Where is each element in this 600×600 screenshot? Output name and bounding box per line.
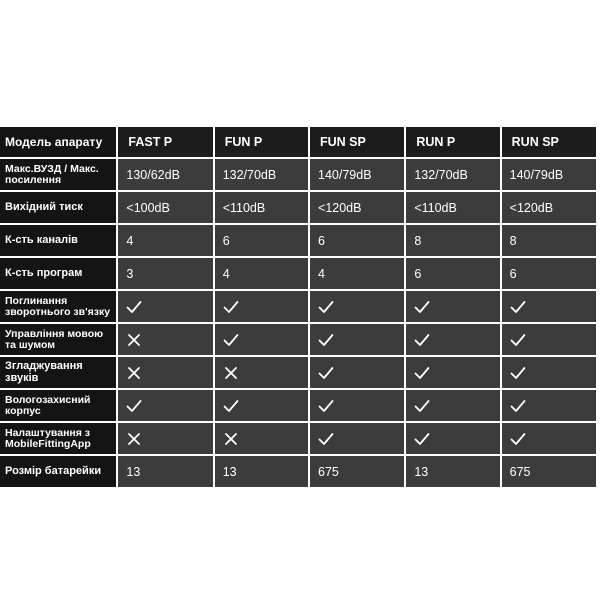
check-icon [510, 432, 526, 446]
table-cell: <100dB [118, 192, 212, 223]
table-cell: 4 [310, 258, 404, 289]
table-cell: 4 [215, 258, 308, 289]
column-header-fun-sp: FUN SP [310, 127, 404, 157]
header-row [0, 127, 596, 157]
table-cell [502, 423, 596, 454]
row-label: Управління мовою та шумом [0, 324, 116, 355]
check-icon [414, 432, 430, 446]
row-label: Вихідний тиск [0, 192, 116, 223]
check-icon [223, 333, 239, 347]
table-cell [502, 324, 596, 355]
check-icon [510, 300, 526, 314]
spec-comparison-table [0, 125, 598, 489]
row-label: К-сть програм [0, 258, 116, 289]
check-icon [318, 366, 334, 380]
table-cell: 13 [118, 456, 212, 487]
table-cell [502, 390, 596, 421]
check-icon [318, 432, 334, 446]
check-icon [223, 399, 239, 413]
table-cell: 675 [310, 456, 404, 487]
table-row [0, 423, 596, 454]
check-icon [318, 333, 334, 347]
check-icon [414, 366, 430, 380]
row-label: Розмір батарейки [0, 456, 116, 487]
table-row [0, 159, 596, 190]
table-row [0, 390, 596, 421]
table-cell [310, 324, 404, 355]
table-cell [118, 357, 212, 388]
table-cell [118, 390, 212, 421]
table-row [0, 192, 596, 223]
table-cell: 13 [406, 456, 499, 487]
table-cell [406, 357, 499, 388]
table-cell [118, 423, 212, 454]
table-cell: <110dB [406, 192, 499, 223]
table-cell: 675 [502, 456, 596, 487]
table-cell: 140/79dB [310, 159, 404, 190]
table-cell: 8 [502, 225, 596, 256]
row-label: Поглинання зворотнього зв'язку [0, 291, 116, 322]
check-icon [510, 399, 526, 413]
table-cell: <110dB [215, 192, 308, 223]
column-header-run-sp: RUN SP [502, 127, 596, 157]
table-cell: <120dB [310, 192, 404, 223]
column-header-fun-p: FUN P [215, 127, 308, 157]
table-cell [406, 423, 499, 454]
table-cell: 8 [406, 225, 499, 256]
table-row [0, 456, 596, 487]
table-cell: 6 [310, 225, 404, 256]
table-cell [310, 357, 404, 388]
table-row [0, 258, 596, 289]
table-cell: 132/70dB [406, 159, 499, 190]
table-row [0, 324, 596, 355]
row-label: Налаштування з MobileFittingApp [0, 423, 116, 454]
check-icon [414, 300, 430, 314]
row-label: Згладжування звуків [0, 357, 116, 388]
table-cell [215, 390, 308, 421]
cross-icon [126, 432, 142, 446]
row-label: Макс.ВУЗД / Макс. посилення [0, 159, 116, 190]
table-cell [310, 423, 404, 454]
table-cell: 13 [215, 456, 308, 487]
table-cell: 130/62dB [118, 159, 212, 190]
table-cell: 6 [215, 225, 308, 256]
table-cell: 6 [502, 258, 596, 289]
table-cell [118, 291, 212, 322]
column-header-run-p: RUN P [406, 127, 499, 157]
table-cell: <120dB [502, 192, 596, 223]
row-label: Вологозахисний корпус [0, 390, 116, 421]
check-icon [318, 399, 334, 413]
table-cell: 132/70dB [215, 159, 308, 190]
row-label: К-сть каналів [0, 225, 116, 256]
column-header-fast-p: FAST P [118, 127, 212, 157]
check-icon [126, 300, 142, 314]
check-icon [510, 366, 526, 380]
table-cell [406, 390, 499, 421]
table-cell [215, 324, 308, 355]
table-cell: 4 [118, 225, 212, 256]
cross-icon [223, 366, 239, 380]
table-cell [215, 423, 308, 454]
cross-icon [223, 432, 239, 446]
table-cell: 6 [406, 258, 499, 289]
table-cell [118, 324, 212, 355]
table-row [0, 357, 596, 388]
check-icon [414, 399, 430, 413]
table-cell [406, 324, 499, 355]
check-icon [414, 333, 430, 347]
table-cell [215, 291, 308, 322]
column-header-model: Модель апарату [0, 127, 116, 157]
table-cell [310, 390, 404, 421]
table-row [0, 225, 596, 256]
table-cell [215, 357, 308, 388]
check-icon [318, 300, 334, 314]
table-cell: 3 [118, 258, 212, 289]
check-icon [126, 399, 142, 413]
check-icon [510, 333, 526, 347]
table-cell [502, 357, 596, 388]
table-row [0, 291, 596, 322]
cross-icon [126, 333, 142, 347]
table-cell [406, 291, 499, 322]
table-cell: 140/79dB [502, 159, 596, 190]
cross-icon [126, 366, 142, 380]
check-icon [223, 300, 239, 314]
table-cell [310, 291, 404, 322]
table-cell [502, 291, 596, 322]
